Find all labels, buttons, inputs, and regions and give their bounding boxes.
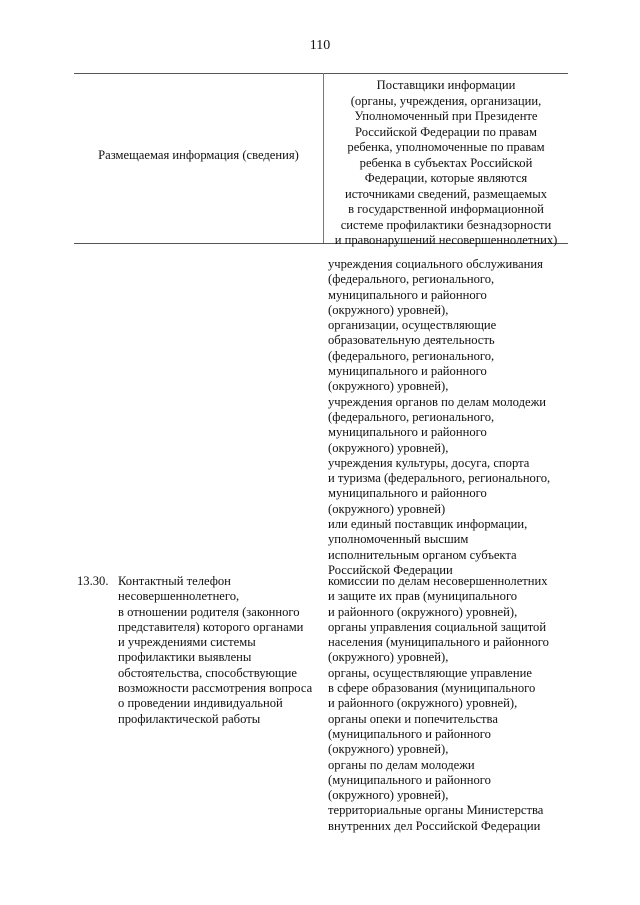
continuation-line: или единый поставщик информации, — [328, 517, 528, 532]
row-info-line: Контактный телефон — [118, 574, 231, 588]
continuation-line: и туризма (федерального, регионального, — [328, 471, 551, 486]
row-provider-line: органы, осуществляющие управление — [328, 665, 532, 680]
header-providers-line: системе профилактики безнадзорности — [340, 217, 552, 232]
row-info-line: профилактики выявлены — [118, 650, 252, 665]
header-providers-line: ребенка, уполномоченные по правам — [347, 140, 545, 154]
row-info-line: несовершеннолетнего, — [118, 589, 240, 604]
row-info-line: о проведении индивидуальной — [118, 696, 283, 711]
continuation-line: муниципального и районного — [328, 425, 487, 440]
header-column-divider — [323, 73, 324, 243]
continuation-line: (окружного) уровней), — [328, 302, 449, 317]
continuation-line: (окружного) уровней), — [328, 379, 449, 394]
row-providers-cell — [328, 574, 549, 834]
row-number: 13.30. — [77, 574, 109, 588]
header-providers-line: Федерации, которые являются — [364, 171, 528, 185]
continuation-line: (федерального, регионального, — [328, 409, 495, 424]
previous-row-providers-continuation — [328, 257, 550, 578]
row-provider-line: органы опеки и попечительства — [328, 711, 498, 726]
continuation-line: (федерального, регионального, — [328, 272, 495, 287]
row-info-line: профилактической работы — [118, 711, 261, 726]
continuation-line: исполнительным органом субъекта — [328, 547, 517, 562]
row-info-line: представителя) которого органами — [118, 619, 304, 634]
header-providers-line: Поставщики информации — [376, 78, 516, 92]
row-info-cell — [118, 574, 312, 727]
continuation-line: учреждения социального обслуживания — [328, 257, 543, 271]
row-provider-line: органы управления социальной защитой — [328, 619, 547, 634]
row-provider-line: и районного (окружного) уровней), — [328, 696, 518, 711]
table-top-rule — [74, 73, 568, 74]
row-provider-line: органы по делам молодежи — [328, 757, 475, 772]
continuation-line: (федерального, регионального, — [328, 348, 495, 363]
continuation-line: учреждения органов по делам молодежи — [328, 394, 547, 409]
header-providers-line: ребенка в субъектах Российской — [359, 155, 533, 170]
row-provider-line: и защите их прав (муниципального — [328, 589, 518, 604]
continuation-line: (окружного) уровней) — [328, 501, 446, 516]
row-info-line: в отношении родителя (законного — [118, 604, 300, 619]
continuation-line: муниципального и районного — [328, 486, 487, 501]
row-provider-line: (окружного) уровней), — [328, 788, 449, 803]
row-info-line: возможности рассмотрения вопроса — [118, 681, 313, 696]
row-provider-line: комиссии по делам несовершеннолетних — [328, 574, 548, 588]
row-provider-line: в сфере образования (муниципального — [328, 681, 536, 696]
row-info-line: и учреждениями системы — [118, 635, 256, 650]
continuation-line: муниципального и районного — [328, 287, 487, 302]
continuation-line: уполномоченный высшим — [328, 532, 469, 547]
row-provider-line: (окружного) уровней), — [328, 742, 449, 757]
row-info-line: обстоятельства, способствующие — [118, 665, 297, 680]
row-provider-line: (окружного) уровней), — [328, 650, 449, 665]
row-provider-line: и районного (окружного) уровней), — [328, 604, 518, 619]
header-providers-column-title — [327, 78, 565, 249]
header-info-column-title: Размещаемая информация (сведения) — [98, 148, 299, 162]
continuation-line: учреждения культуры, досуга, спорта — [328, 455, 530, 470]
row-provider-line: населения (муниципального и районного — [328, 635, 549, 650]
continuation-line: Российской Федерации — [328, 562, 453, 577]
row-provider-line: (муниципального и районного — [328, 772, 491, 787]
row-provider-line: (муниципального и районного — [328, 726, 491, 741]
header-providers-line: (органы, учреждения, организации, — [350, 93, 542, 108]
row-provider-line: внутренних дел Российской Федерации — [328, 818, 541, 833]
continuation-line: организации, осуществляющие — [328, 318, 497, 333]
continuation-line: образовательную деятельность — [328, 333, 495, 348]
header-providers-line: и правонарушений несовершеннолетних) — [334, 233, 558, 247]
row-provider-line: территориальные органы Министерства — [328, 803, 544, 818]
continuation-line: (окружного) уровней), — [328, 440, 449, 455]
continuation-line: муниципального и районного — [328, 364, 487, 379]
header-providers-line: источниками сведений, размещаемых — [344, 186, 548, 201]
page-number: 110 — [309, 38, 331, 53]
header-providers-line: Российской Федерации по правам — [355, 124, 537, 139]
header-providers-line: в государственной информационной — [348, 202, 544, 216]
header-providers-line: Уполномоченный при Президенте — [354, 109, 538, 123]
